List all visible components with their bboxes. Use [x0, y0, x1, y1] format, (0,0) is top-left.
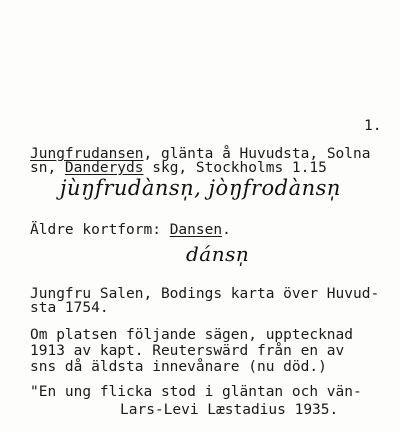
parish-name: Danderyds [64, 160, 144, 176]
legend-line-2: 1913 av kapt. Reuterswärd från en av [30, 343, 345, 359]
parish-line [30, 160, 327, 176]
card-number: 1. [364, 118, 382, 134]
older-form-value: Dansen [169, 222, 223, 238]
parish-rest: skg, Stockholms 1.15 [143, 160, 327, 176]
legend-line-4: "En ung flicka stod i gläntan och vän- [30, 384, 362, 400]
map-reference-line-1: Jungfru Salen, Bodings karta över Huvud- [30, 286, 380, 302]
map-reference-line-2: sta 1754. [30, 300, 109, 316]
phonetic-transcription: jùŋfrudànsn̩, jòŋfrodànsn̩ [60, 176, 341, 200]
phonetic-transcription-short: dánsn̩ [186, 242, 250, 266]
older-form-dot: . [222, 222, 231, 238]
older-form-line [30, 222, 231, 238]
author-signature: Lars-Levi Læstadius 1935. [120, 402, 339, 418]
older-form-label: Äldre kortform: [30, 222, 170, 238]
place-description: , glänta å Huvudsta, Solna [143, 146, 371, 162]
parish-prefix: sn, [30, 160, 65, 176]
legend-line-1: Om platsen följande sägen, upptecknad [30, 327, 354, 343]
legend-line-3: sns då äldsta innevånare (nu död.) [30, 359, 327, 375]
place-name: Jungfrudansen [30, 146, 144, 162]
